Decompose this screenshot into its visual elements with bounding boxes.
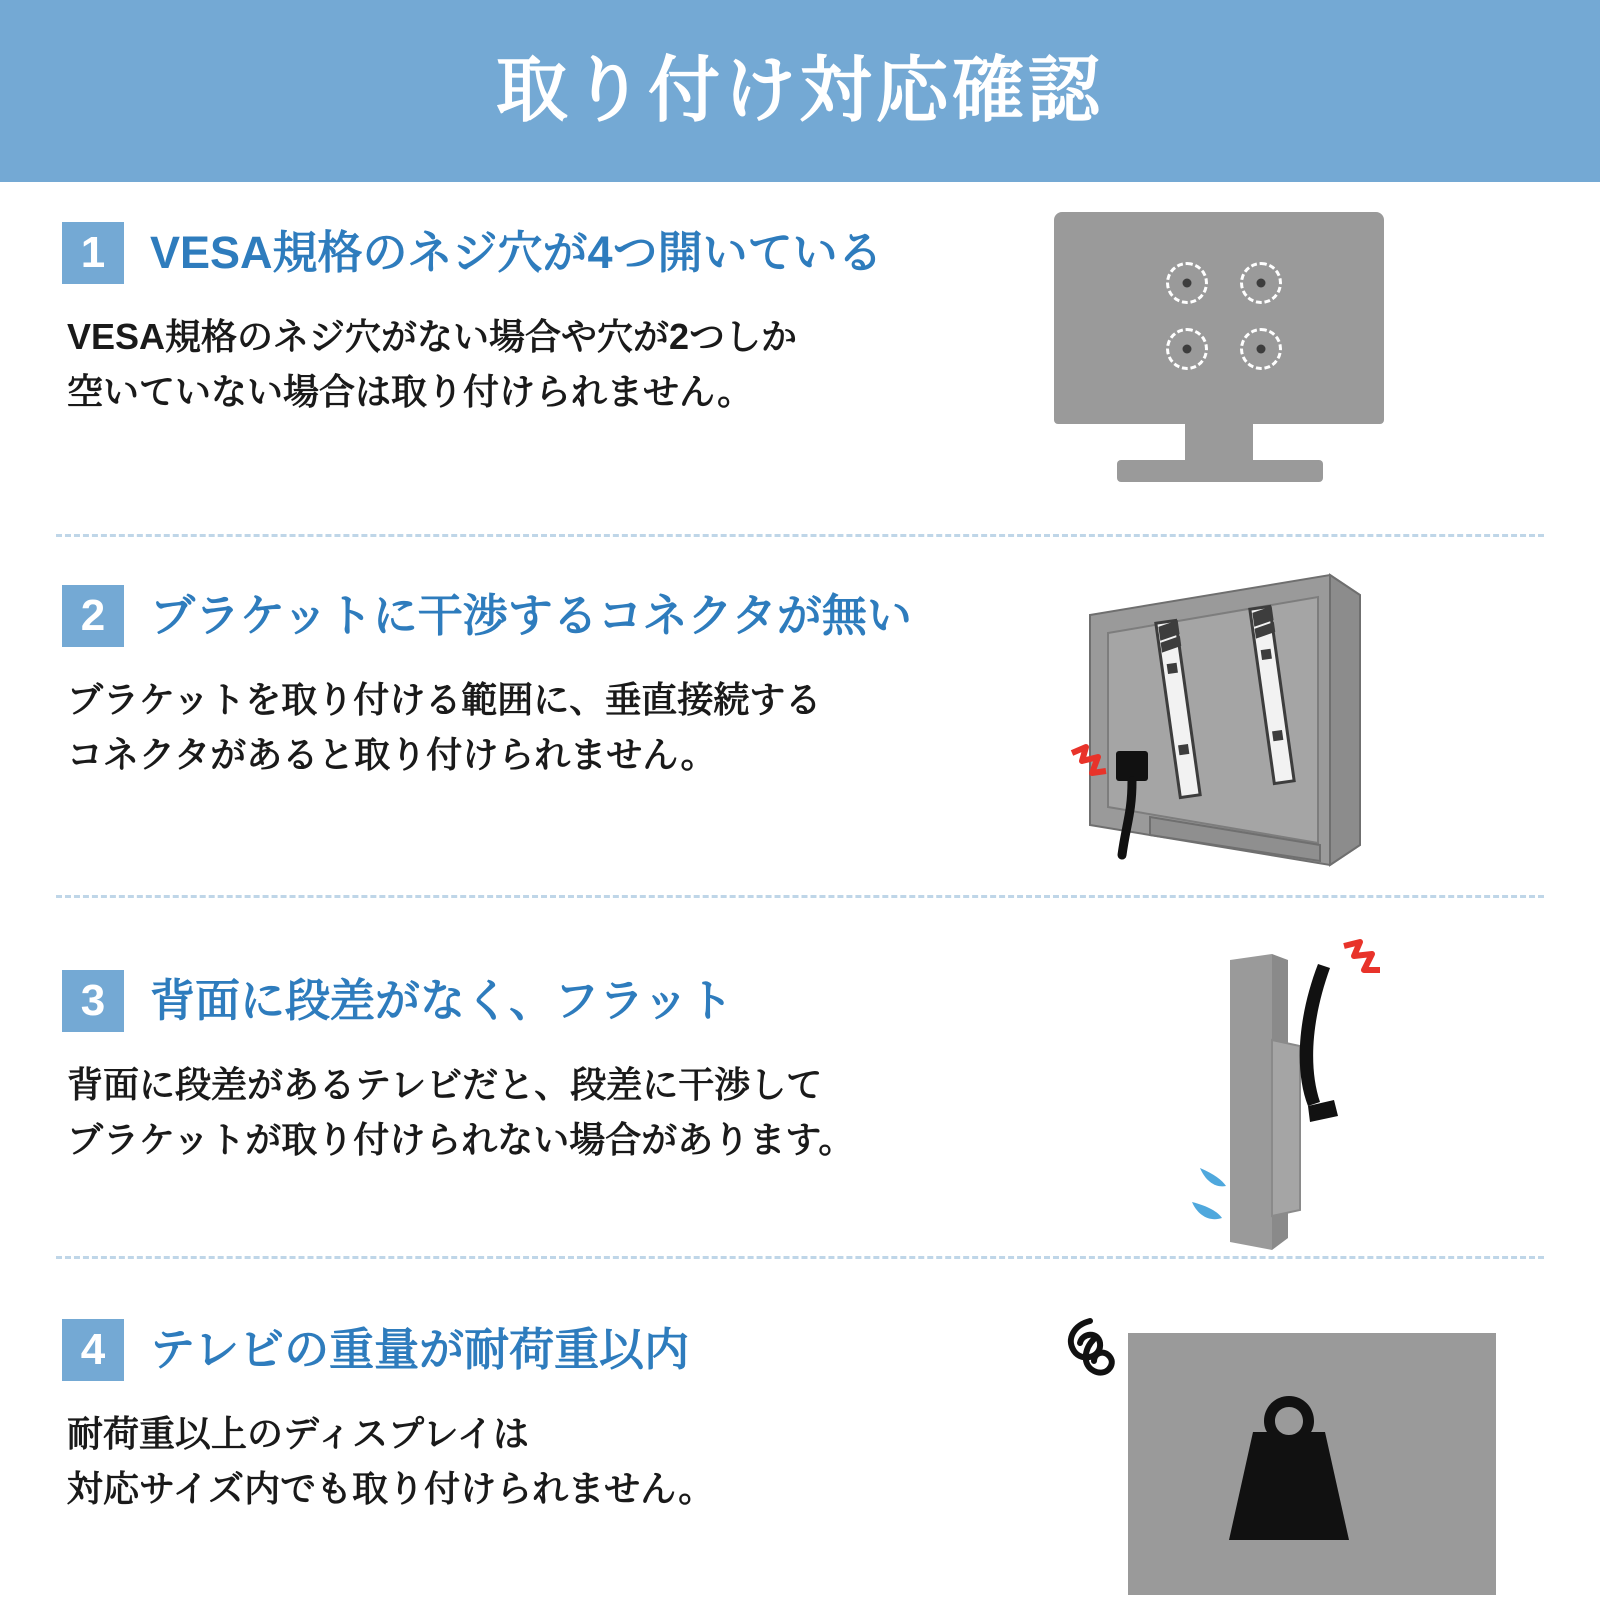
bracket-arm-shape bbox=[1300, 964, 1330, 1106]
checklist-item-4-number: 4 bbox=[62, 1319, 124, 1381]
vesa-hole-top-right-icon bbox=[1240, 262, 1282, 304]
checklist-item-2-number: 2 bbox=[62, 585, 124, 647]
checklist-item-2-headline: ブラケットに干渉するコネクタが無い bbox=[150, 590, 912, 642]
checklist-item-3-headline-row bbox=[62, 970, 1002, 1032]
page-title: 取り付け対応確認 bbox=[495, 51, 1104, 131]
checklist-item-1-headline-row bbox=[62, 222, 1002, 284]
droplet-lower-icon bbox=[1192, 1202, 1222, 1219]
checklist-item-1-body-line-1: VESA規格のネジ穴がない場合や穴が2つしか bbox=[67, 316, 798, 357]
tv-side-body-shape bbox=[1230, 954, 1272, 1250]
checklist-item-1-text bbox=[52, 222, 1002, 419]
checklist-item-4-headline: テレビの重量が耐荷重以内 bbox=[150, 1324, 690, 1376]
checklist-item-4-body-line-1: 耐荷重以上のディスプレイは bbox=[67, 1413, 529, 1454]
vesa-hole-top-left-icon bbox=[1166, 262, 1208, 304]
monitor-neck-shape bbox=[1185, 424, 1253, 464]
checklist-item-1-body-line-2: 空いていない場合は取り付けられません。 bbox=[67, 370, 754, 412]
checklist-item-1-body bbox=[67, 310, 1002, 419]
checklist-item-1-illustration bbox=[1002, 222, 1548, 534]
checklist-item-4 bbox=[52, 1259, 1548, 1589]
checklist-item-1 bbox=[52, 182, 1548, 534]
monitor-base-shape bbox=[1117, 460, 1323, 482]
droplet-upper-icon bbox=[1200, 1168, 1226, 1186]
tv-rear-step-shape bbox=[1272, 1040, 1300, 1216]
checklist-item-4-text bbox=[52, 1319, 1002, 1516]
checklist-item-3-body bbox=[67, 1058, 1002, 1167]
checklist-item-2 bbox=[52, 537, 1548, 895]
tv-back-brackets-icon bbox=[1030, 555, 1510, 915]
checklist-item-4-illustration bbox=[1002, 1319, 1548, 1589]
checklist-item-3-body-line-1: 背面に段差があるテレビだと、段差に干渉して bbox=[67, 1064, 823, 1105]
checklist-item-4-body-line-2: 対応サイズ内でも取り付けられません。 bbox=[67, 1467, 715, 1509]
alert-spark-icon bbox=[1344, 942, 1380, 970]
checklist-item-3-text bbox=[52, 970, 1002, 1167]
checklist-item-3-illustration bbox=[1002, 970, 1548, 1256]
checklist-item-3 bbox=[52, 898, 1548, 1256]
checklist-item-2-body-line-1: ブラケットを取り付ける範囲に、垂直接続する bbox=[67, 679, 822, 720]
page-header bbox=[0, 0, 1600, 182]
checklist-item-1-number: 1 bbox=[62, 222, 124, 284]
checklist-item-1-headline: VESA規格のネジ穴が4つ開いている bbox=[150, 227, 883, 279]
vesa-hole-bottom-left-icon bbox=[1166, 328, 1208, 370]
vesa-hole-bottom-right-icon bbox=[1240, 328, 1282, 370]
checklist-item-2-headline-row bbox=[62, 585, 1002, 647]
checklist-item-3-number: 3 bbox=[62, 970, 124, 1032]
checklist-item-2-illustration bbox=[1002, 585, 1548, 895]
tv-side-view-icon bbox=[1122, 920, 1522, 1300]
checklist-item-3-body-line-2: ブラケットが取り付けられない場合があります。 bbox=[67, 1118, 855, 1160]
checklist bbox=[0, 182, 1600, 1589]
checklist-item-2-text bbox=[52, 585, 1002, 782]
checklist-item-3-headline: 背面に段差がなく、フラット bbox=[150, 975, 734, 1027]
checklist-item-4-body bbox=[67, 1407, 1002, 1516]
weight-on-display-icon bbox=[1032, 1305, 1502, 1605]
checklist-item-2-body bbox=[67, 673, 1002, 782]
monitor-panel-shape bbox=[1054, 212, 1384, 424]
checklist-item-4-headline-row bbox=[62, 1319, 1002, 1381]
checklist-item-2-body-line-2: コネクタがあると取り付けられません。 bbox=[67, 733, 717, 775]
tv-edge-shape bbox=[1330, 575, 1360, 865]
